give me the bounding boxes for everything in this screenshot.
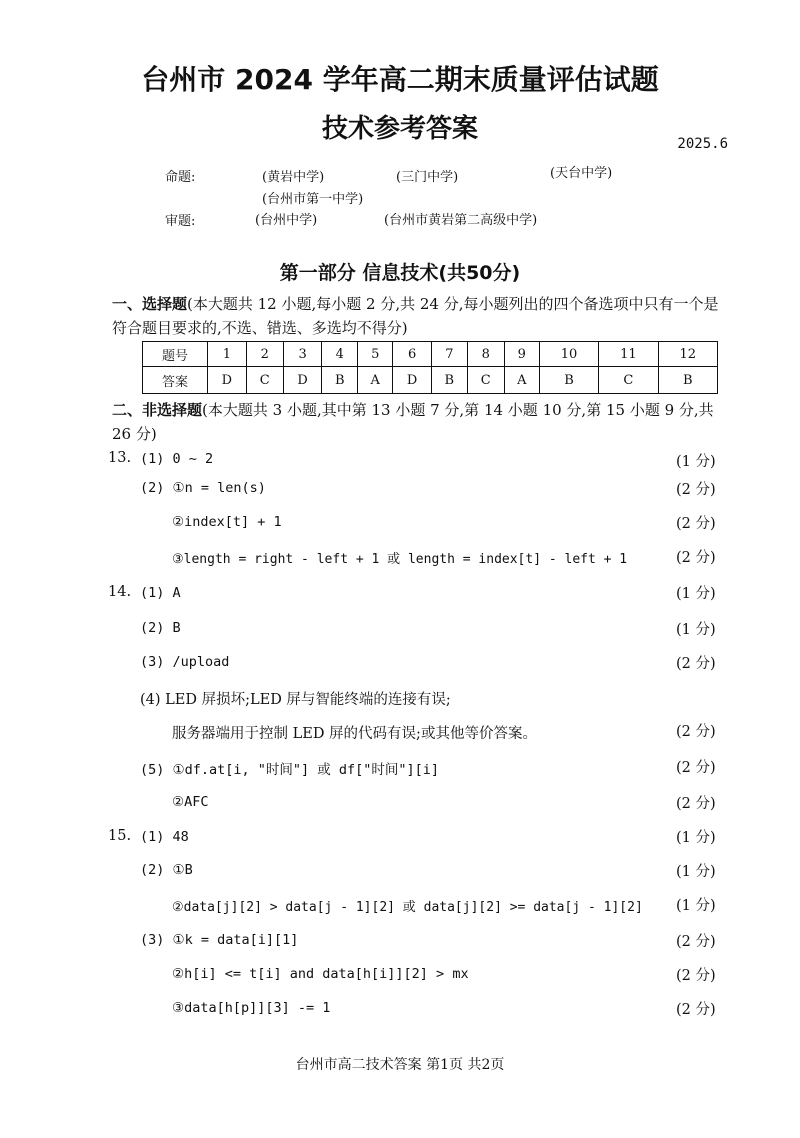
answer-line: ③length = right - left + 1 或 length = index[t] - left + 1: [172, 552, 628, 567]
table-cell: C: [599, 367, 658, 394]
score: (2 分): [676, 550, 716, 566]
answer-line: (2) B: [140, 620, 181, 636]
answer-line: (3) /upload: [140, 654, 230, 670]
question-number: 13.: [108, 450, 132, 466]
table-cell: B: [322, 367, 358, 394]
answer-line: (1) 48: [140, 829, 189, 845]
table-cell: C: [246, 367, 283, 394]
score: (2 分): [676, 760, 716, 776]
page-footer: 台州市高二技术答案 第1页 共2页: [295, 1057, 505, 1073]
score: (2 分): [676, 1002, 716, 1018]
table-cell: B: [658, 367, 717, 394]
answer-line: ②index[t] + 1: [172, 514, 282, 530]
table-cell: A: [358, 367, 393, 394]
table-cell: 1: [208, 342, 247, 367]
score: (2 分): [676, 516, 716, 532]
score: (2 分): [676, 968, 716, 984]
score: (1 分): [676, 864, 716, 880]
table-header-cell: 题号: [143, 342, 208, 367]
table-cell: 5: [358, 342, 393, 367]
answer-line: (1) 0 ~ 2: [140, 451, 214, 467]
table-row: [143, 342, 718, 367]
table-cell: D: [393, 367, 432, 394]
author-school: (天台中学): [550, 166, 613, 181]
answer-line: (2) ①B: [140, 862, 193, 878]
table-cell: 12: [658, 342, 717, 367]
answer-line: ③data[h[p]][3] -= 1: [172, 1000, 331, 1016]
section-2-title: [112, 398, 732, 446]
document-title: 台州市 2024 学年高二期末质量评估试题: [141, 63, 659, 96]
section-1-label: 一、选择题: [112, 295, 188, 313]
table-cell: D: [283, 367, 322, 394]
section-1-title: [112, 292, 732, 340]
table-cell: C: [467, 367, 504, 394]
table-row: [143, 367, 718, 394]
section-2-desc: (本大题共 3 小题,其中第 13 小题 7 分,第 14 小题 10 分,第 15 小题 9 分,共 26 分): [112, 401, 714, 443]
answer-table: [142, 341, 718, 394]
table-header-cell: 答案: [143, 367, 208, 394]
score: (1 分): [676, 622, 716, 638]
table-cell: 2: [246, 342, 283, 367]
table-cell: 9: [504, 342, 539, 367]
answer-line: (5) ①df.at[i, "时间"] 或 df["时间"][i]: [140, 762, 440, 778]
answer-line: (2) ①n = len(s): [140, 480, 266, 496]
answer-line: (1) A: [140, 585, 181, 601]
table-cell: D: [208, 367, 247, 394]
score: (1 分): [676, 830, 716, 846]
table-cell: 6: [393, 342, 432, 367]
table-cell: 8: [467, 342, 504, 367]
reviewer-school: (台州市黄岩第二高级中学): [384, 213, 538, 228]
author-school: (黄岩中学): [262, 170, 325, 185]
score: (2 分): [676, 796, 716, 812]
table-cell: 7: [431, 342, 467, 367]
section-1-desc: (本大题共 12 小题,每小题 2 分,共 24 分,每小题列出的四个备选项中只有一个是符合题目要求的,不选、错选、多选均不得分): [112, 295, 719, 337]
table-cell: B: [431, 367, 467, 394]
question-number: 14.: [108, 584, 132, 600]
table-cell: 10: [539, 342, 598, 367]
answer-line: ②AFC: [172, 794, 209, 810]
score: (2 分): [676, 482, 716, 498]
author-school: (台州市第一中学): [262, 192, 364, 207]
score: (2 分): [676, 656, 716, 672]
table-cell: B: [539, 367, 598, 394]
score: (1 分): [676, 898, 716, 914]
table-cell: 3: [283, 342, 322, 367]
answer-line: 服务器端用于控制 LED 屏的代码有误;或其他等价答案。: [172, 726, 537, 742]
section-2-label: 二、非选择题: [112, 401, 203, 419]
shenti-label: 审题:: [165, 214, 196, 229]
table-cell: A: [504, 367, 539, 394]
answer-line: ②h[i] <= t[i] and data[h[i]][2] > mx: [172, 966, 469, 982]
part-heading: 第一部分 信息技术(共50分): [279, 262, 521, 284]
document-date: 2025.6: [677, 136, 728, 152]
score: (2 分): [676, 934, 716, 950]
score: (1 分): [676, 454, 716, 470]
mingti-label: 命题:: [165, 170, 196, 185]
reviewer-school: (台州中学): [255, 213, 318, 228]
table-cell: 11: [599, 342, 658, 367]
answer-line: (3) ①k = data[i][1]: [140, 932, 299, 948]
score: (1 分): [676, 586, 716, 602]
table-cell: 4: [322, 342, 358, 367]
question-number: 15.: [108, 828, 132, 844]
author-school: (三门中学): [396, 170, 459, 185]
document-subtitle: 技术参考答案: [321, 114, 478, 144]
answer-line: (4) LED 屏损坏;LED 屏与智能终端的连接有误;: [140, 692, 451, 708]
score: (2 分): [676, 724, 716, 740]
answer-line: ②data[j][2] > data[j - 1][2] 或 data[j][2] >= data[j - 1][2]: [172, 900, 643, 915]
